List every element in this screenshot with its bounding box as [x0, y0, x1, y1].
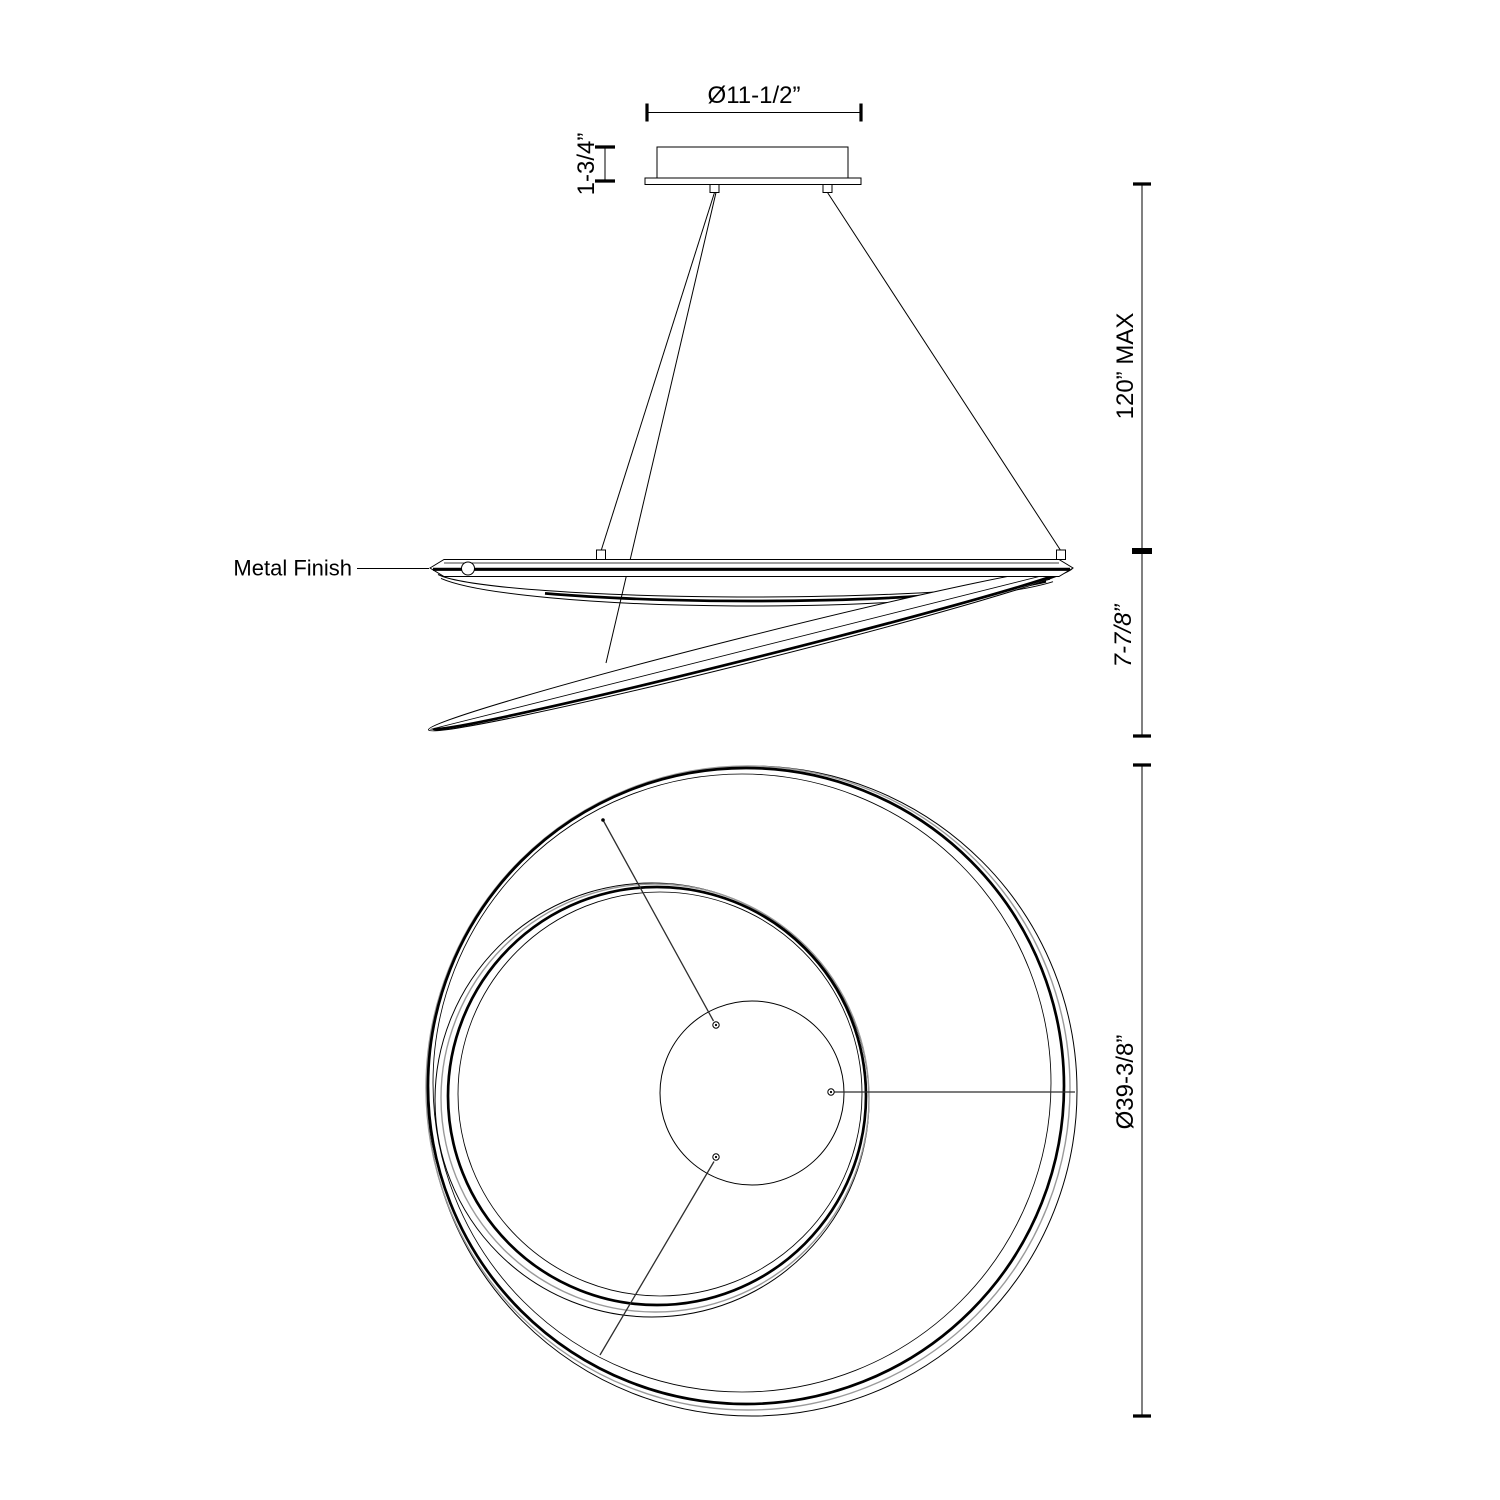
canopy-height-label: 1-3/4”: [573, 132, 600, 196]
canopy-diameter-label: Ø11-1/2”: [707, 82, 801, 109]
ring-end-detail: [462, 562, 475, 575]
cable-gripper: [823, 185, 832, 193]
metal-finish-label: Metal Finish: [233, 555, 352, 581]
suspension-cable: [606, 193, 716, 664]
cable-attachment-points: [713, 1022, 834, 1160]
suspension-cable: [828, 193, 1062, 552]
cable-connector: [1057, 550, 1066, 560]
height-dimensions: [1110, 184, 1152, 1416]
fixture-height-label: 7-7/8”: [1110, 604, 1137, 668]
fixture-outer-ring-side-view: [430, 550, 1073, 577]
fixture-plan-view: [426, 766, 1077, 1416]
dimension-tick-bold: [1132, 548, 1152, 554]
canopy-side-view: [645, 147, 861, 193]
canopy-height-dimension: [573, 133, 615, 196]
canopy-body: [657, 147, 848, 178]
cable-connector: [597, 550, 606, 560]
canopy-base-plate: [645, 178, 861, 185]
max-suspension-label: 120” MAX: [1112, 312, 1139, 420]
canopy-diameter-dimension: [647, 82, 861, 122]
inner-ring-plan: [435, 883, 869, 1317]
metal-finish-callout: [233, 556, 429, 581]
suspension-cable: [601, 193, 715, 552]
outer-ring-plan: [426, 766, 1077, 1416]
fixture-diameter-label: Ø39-3/8”: [1112, 1034, 1139, 1130]
canopy-plan-outline: [660, 1001, 844, 1185]
spoke-end-dot: [601, 818, 605, 822]
fixture-inner-ring-side-view: [425, 556, 1075, 743]
cable-gripper: [710, 185, 719, 193]
